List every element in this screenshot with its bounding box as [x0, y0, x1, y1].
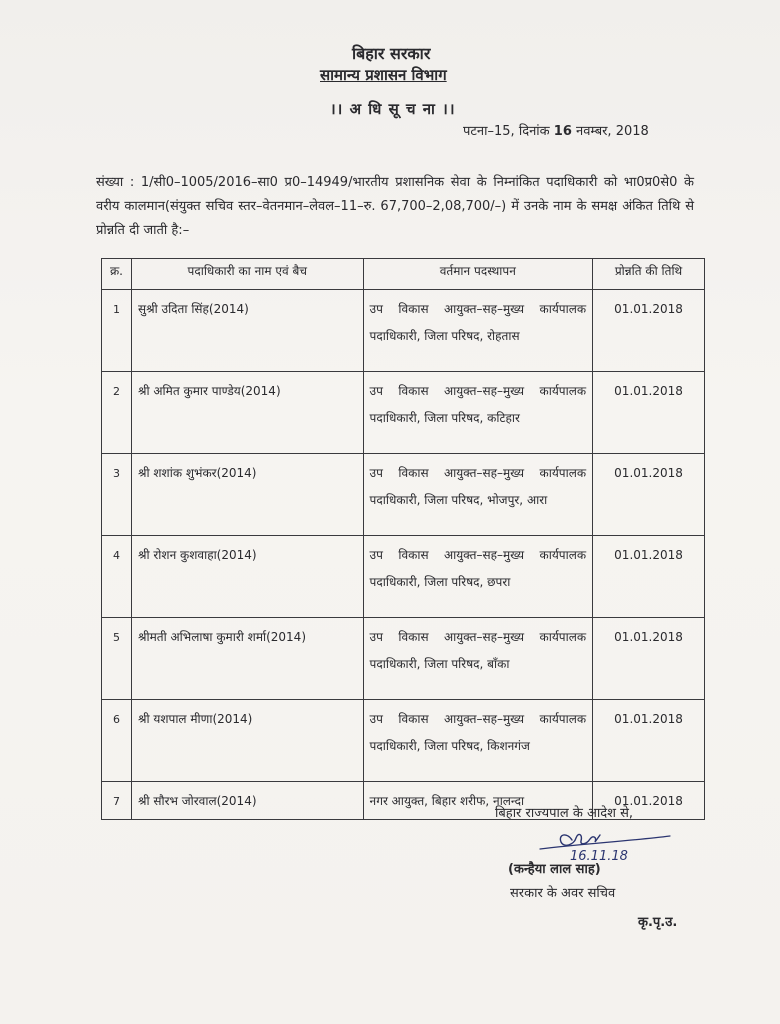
officer-name-cell: श्री यशपाल मीणा(2014) [131, 700, 363, 782]
officer-name-cell: श्री सौरभ जोरवाल(2014) [131, 782, 363, 820]
serial-cell: 2 [102, 372, 132, 454]
serial-cell: 3 [102, 454, 132, 536]
header-officer-name: पदाधिकारी का नाम एवं बैच [131, 259, 363, 290]
promotion-date-cell: 01.01.2018 [593, 372, 705, 454]
please-turn-over: कृ.पृ.उ. [638, 915, 678, 930]
serial-cell: 1 [102, 290, 132, 372]
table-row [102, 618, 705, 700]
place-date-day: 16 [553, 124, 572, 139]
promotion-date-cell: 01.01.2018 [593, 536, 705, 618]
header-promotion-date: प्रोन्नति की तिथि [593, 259, 705, 290]
table-row [102, 290, 705, 372]
serial-cell: 6 [102, 700, 132, 782]
posting-cell: उप विकास आयुक्त–सह–मुख्य कार्यपालक पदाधिकारी, जिला परिषद, रोहतास [363, 290, 593, 372]
posting-cell: उप विकास आयुक्त–सह–मुख्य कार्यपालक पदाधिकारी, जिला परिषद, किशनगंज [363, 700, 593, 782]
table-header-row [102, 259, 705, 290]
place-date-prefix: पटना–15, दिनांक [463, 124, 554, 139]
header-current-posting: वर्तमान पदस्थापन [363, 259, 593, 290]
governor-order-line: बिहार राज्यपाल के आदेश से, [495, 806, 634, 821]
officer-name-cell: श्री शशांक शुभंकर(2014) [131, 454, 363, 536]
notification-title: ।। अ धि सू च ना ।। [330, 100, 456, 118]
promotion-date-cell: 01.01.2018 [593, 618, 705, 700]
government-heading: बिहार सरकार [352, 44, 431, 63]
officer-name-cell: श्रीमती अभिलाषा कुमारी शर्मा(2014) [131, 618, 363, 700]
promotion-date-cell: 01.01.2018 [593, 782, 705, 820]
promotion-date-cell: 01.01.2018 [593, 700, 705, 782]
handwritten-date: 16.11.18 [570, 849, 628, 862]
department-heading: सामान्य प्रशासन विभाग [320, 66, 447, 84]
place-date-suffix: नवम्बर, 2018 [571, 124, 649, 139]
promotion-date-cell: 01.01.2018 [593, 290, 705, 372]
signer-designation: सरकार के अवर सचिव [510, 886, 616, 901]
promotion-table [101, 258, 705, 820]
officer-name-cell: सुश्री उदिता सिंह(2014) [131, 290, 363, 372]
posting-cell: उप विकास आयुक्त–सह–मुख्य कार्यपालक पदाधिकारी, जिला परिषद, छपरा [363, 536, 593, 618]
table-row [102, 454, 705, 536]
handwritten-signature [520, 826, 680, 862]
promotion-date-cell: 01.01.2018 [593, 454, 705, 536]
serial-cell: 7 [102, 782, 132, 820]
place-date-line [463, 121, 649, 139]
posting-cell: उप विकास आयुक्त–सह–मुख्य कार्यपालक पदाधिकारी, जिला परिषद, बाँका [363, 618, 593, 700]
table-row [102, 372, 705, 454]
order-paragraph: संख्या : 1/सी0–1005/2016–सा0 प्र0–14949/भारतीय प्रशासनिक सेवा के निम्नांकित पदाधिकारी को भा0प्र0से0 के वरीय कालमान(संयुक्त सचिव स्तर–वेतनमान–लेवल–11–रु. 67,700–2,08,700/–) में उनके नाम के समक्ष अंकित तिथि से प्रोन्नति दी जाती है:– [96, 175, 694, 238]
table-row [102, 700, 705, 782]
officer-name-cell: श्री रोशन कुशवाहा(2014) [131, 536, 363, 618]
posting-cell: नगर आयुक्त, बिहार शरीफ, नालन्दा [363, 782, 593, 820]
posting-cell: उप विकास आयुक्त–सह–मुख्य कार्यपालक पदाधिकारी, जिला परिषद, कटिहार [363, 372, 593, 454]
posting-cell: उप विकास आयुक्त–सह–मुख्य कार्यपालक पदाधिकारी, जिला परिषद, भोजपुर, आरा [363, 454, 593, 536]
serial-cell: 5 [102, 618, 132, 700]
table-row [102, 536, 705, 618]
serial-cell: 4 [102, 536, 132, 618]
signer-name: (कन्हैया लाल साह) [508, 862, 601, 877]
header-serial: क्र. [102, 259, 132, 290]
officer-name-cell: श्री अमित कुमार पाण्डेय(2014) [131, 372, 363, 454]
